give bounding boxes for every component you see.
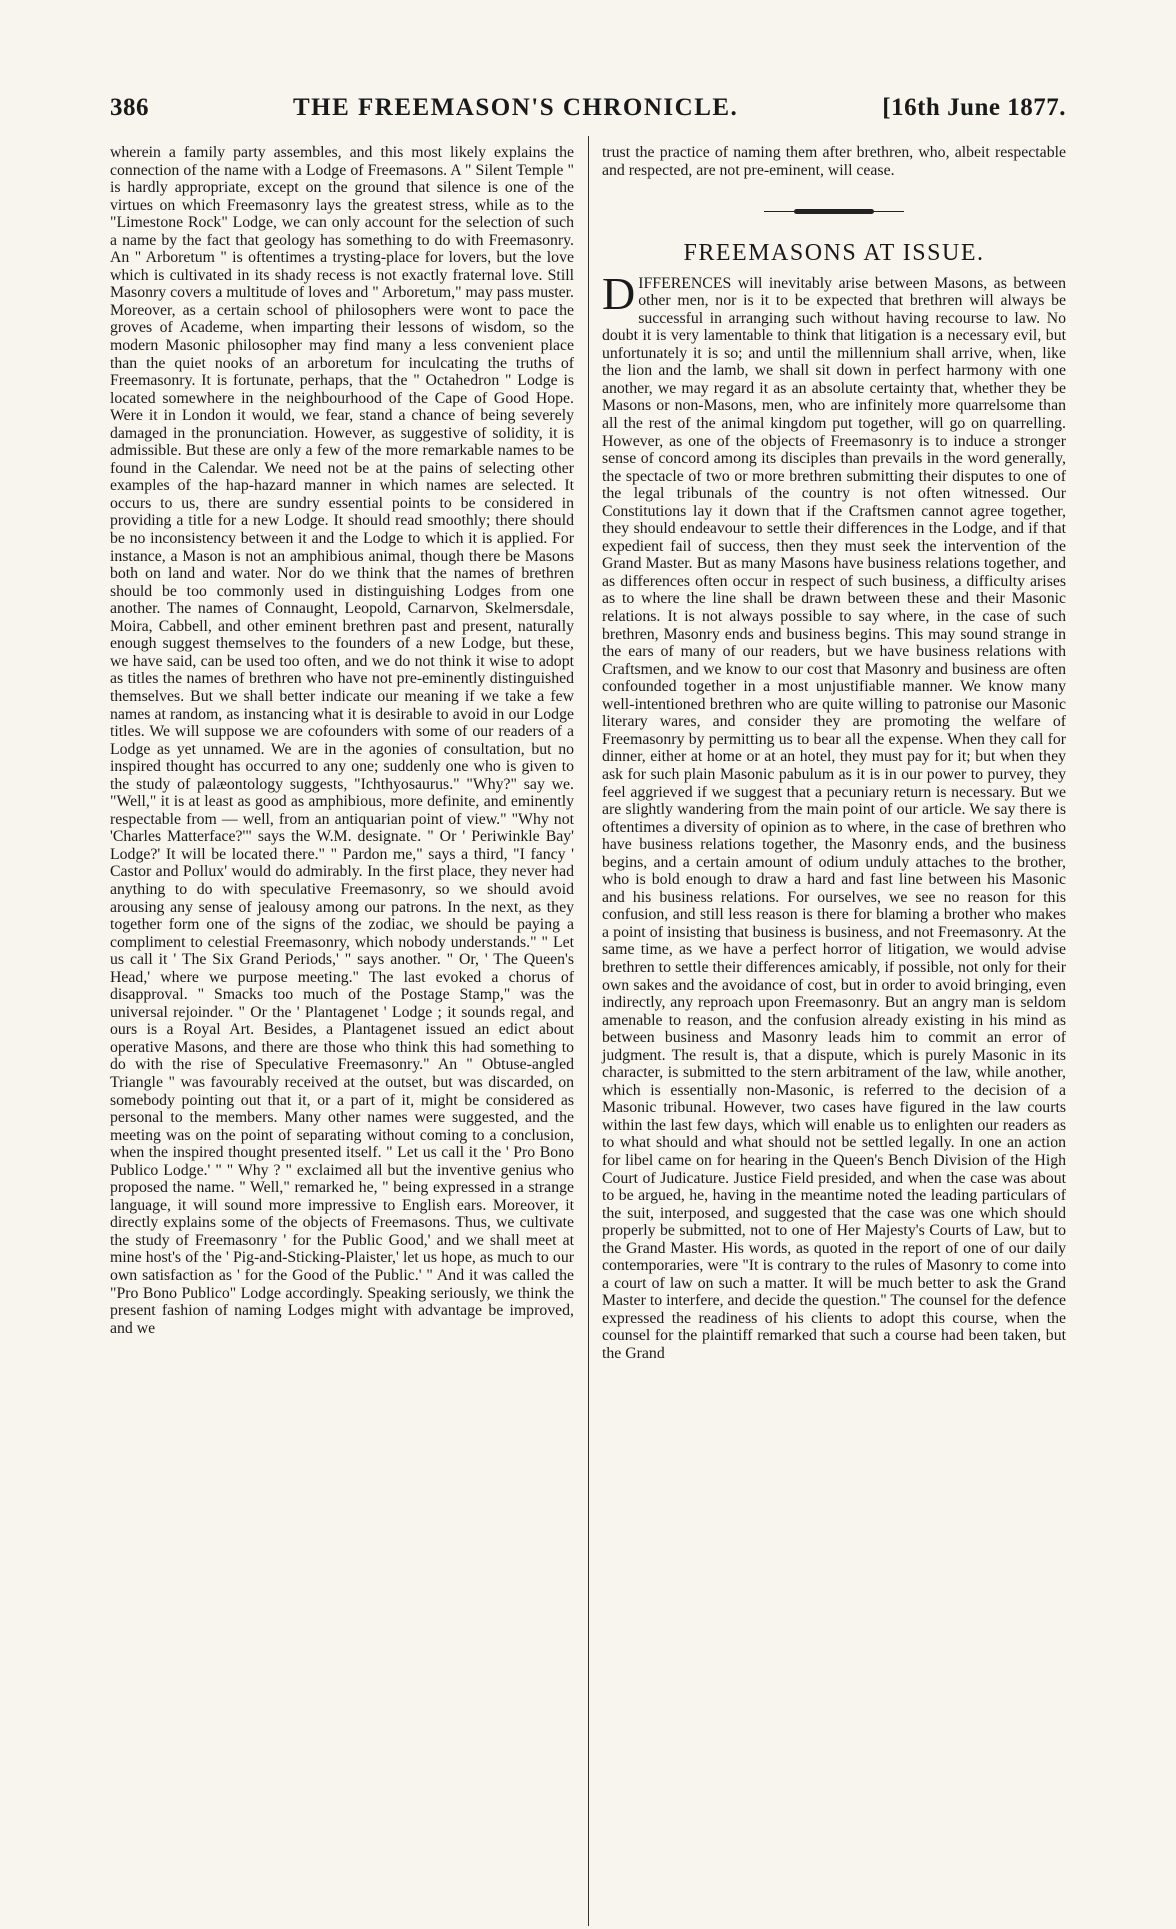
column-divider: [588, 136, 589, 1926]
page-header: [110, 82, 1066, 122]
continuation-text: trust the practice of naming them after brethren, who, albeit respectable and respected, are not pre-eminent, will cease.: [602, 144, 1066, 179]
right-column: [602, 144, 1066, 1363]
article-title: FREEMASONS AT ISSUE.: [683, 240, 985, 267]
columns: [110, 144, 1066, 1363]
page-number: 386: [110, 94, 149, 121]
left-column-text: wherein a family party assembles, and this most likely explains the connection of the name with a Lodge of Freemasons. A " Silent Temple " is hardly appropriate, except on the ground that silence is one of the virtues on which Freemasonry lays the greatest stress, while as to the "Limestone Rock" Lodge, we can only account for the selection of such a name by the fact that geology has something to do with Freemasonry. An " Arboretum " is oftentimes a trysting-place for lovers, but the love which is cultivated in its shady recess is not exactly fraternal love. Still Masonry covers a multitude of loves and " Arboretum," may pass muster. Moreover, as a certain school of philosophers were wont to pace the groves of Academe, when imparting their lessons of wisdom, so the modern Masonic philosopher may find many a less convenient place than the quiet nooks of an arboretum for inculcating the truths of Freemasonry. It is fortunate, perhaps, that the " Octahedron " Lodge is located somewhere in the neighbourhood of the Cape of Good Hope. Were it in London it would, we fear, stand a chance of being severely damaged in the pronunciation. However, as suggestive of solidity, it is admissible. But these are only a few of the more remarkable names to be found in the Calendar. We need not be at the pains of selecting other examples of the hap-hazard manner in which names are selected. It occurs to us, there are sundry essential points to be considered in providing a title for a new Lodge. It should read smoothly; there should be no inconsistency between it and the Lodge to which it is applied. For instance, a Mason is not an amphibious animal, though there be Masons both on land and water. Nor do we think that the names of brethren should be too commonly used in distinguishing Lodges from one another. The names of Connaught, Leopold, Carnarvon, Skelmersdale, Moira, Cabbell, and other eminent brethren past and present, naturally enough suggest themselves to the founders of a new Lodge, but these, we have said, can be used too often, and we do not think it wise to adopt as titles the names of brethren who have not pre-eminently distinguished themselves. But we shall better indicate our meaning if we take a few names at random, as instancing what it is desirable to avoid in our Lodge titles. We will suppose we are cofounders with some of our readers of a Lodge as yet unnamed. We are in the agonies of consultation, but no inspired thought has occurred to any one; suddenly one who is given to the study of palæontology suggests, "Ichthyosaurus." "Why?" say we. "Well," it is at least as good as amphibious, more definite, and eminently respectable from — well, from an antiquarian point of view." "Why not 'Charles Matterface?'" says the W.M. designate. " Or ' Periwinkle Bay' Lodge?' It will be located there." " Pardon me," says a third, "I fancy ' Castor and Pollux' would do admirably. In the first place, they never had anything to do with speculative Freemasonry, so we should avoid arousing any sense of jealousy among our patrons. In the next, as they together form one of the signs of the zodiac, we should be paying a compliment to celestial Freemasonry, which nobody understands." " Let us call it ' The Six Grand Periods,' " says another. " Or, ' The Queen's Head,' where we purpose meeting." The last evoked a chorus of disapproval. " Smacks too much of the Postage Stamp," was the universal rejoinder. " Or the ' Plantagenet ' Lodge ; it sounds regal, and ours is a Royal Art. Besides, a Plantagenet issued an edict about operative Masons, and there are those who think this had something to do with the rise of Speculative Freemasonry." An " Obtuse-angled Triangle " was favourably received at the outset, but was discarded, on somebody pointing out that it, or a part of it, might be considered as personal to the members. Many other names were suggested, and the meeting was on the point of separating without coming to a conclusion, when the inspired thought presented itself. " Let us call it the ' Pro Bono Publico Lodge.' " " Why ? " exclaimed all but the inventive genius who proposed the name. " Well," remarked he, " being expressed in a strange language, it will sound more impressive to English ears. Moreover, it directly explains some of the objects of Freemasons. Thus, we cultivate the study of Freemasonry ' for the Public Good,' and we shall meet at mine host's of the ' Pig-and-Sticking-Plaister,' let us hope, as much to our own satisfaction as ' for the Good of the Public.' " And it was called the "Pro Bono Publico" Lodge accordingly. Speaking seriously, we think the present fashion of naming Lodges might with advantage be improved, and we: [110, 144, 574, 1337]
ornamental-rule: [764, 209, 904, 215]
left-column: [110, 144, 574, 1363]
article-body: DIFFERENCES will inevitably arise between Masons, as between other men, nor is it to be expected that brethren will always be successful in arranging such without having recourse to law. No doubt it is very lamentable to think that litigation is a necessary evil, but unfortunately it is so; and until the millennium shall arrive, when, like the lion and the lamb, we shall sit down in perfect harmony with one another, we may regard it as an absolute certainty that, whether they be Masons or non-Masons, men, who are infinitely more quarrelsome than all the rest of the animal kingdom put together, will go on quarrelling. However, as one of the objects of Freemasonry is to induce a stronger sense of concord among its disciples than prevails in the word generally, the spectacle of two or more brethren submitting their disputes to one of the legal tribunals of the country is not often witnessed. Our Constitutions lay it down that if the Craftsmen cannot agree together, they should endeavour to settle their differences in the Lodge, and if that expedient fail of success, then they must seek the intervention of the Grand Master. But as many Masons have business relations together, and as differences often occur in respect of such business, a difficulty arises as to where the line shall be drawn between these and their Masonic relations. It is not always possible to say where, in the case of such brethren, Masonry ends and business begins. This may sound strange in the ears of many of our readers, but we have business relations with Craftsmen, and we know to our cost that Masonry and business are often confounded together in a most unjustifiable manner. We know many well-intentioned brethren who are quite willing to patronise our Masonic literary wares, and consider they are promoting the welfare of Freemasonry by permitting us to bear all the expense. When they call for dinner, either at home or at an hotel, they must pay for it; but when they ask for such plain Masonic pabulum as it is in our power to purvey, they feel aggrieved if we suggest that a pecuniary return is necessary. But we are slightly wandering from the main point of our article. We say there is oftentimes a diversity of opinion as to where, in the case of brethren who have business relations together, the Masonry ends, and the business begins, and a certain amount of odium unduly attaches to the brother, who is bold enough to draw a hard and fast line between his Masonic and his business relations. For ourselves, we see no reason for this confusion, and still less reason is there for blaming a brother who makes a point of insisting that business is business, and not Freemasonry. At the same time, as we have a perfect horror of litigation, we would advise brethren to settle their differences amicably, if possible, not only for their own sakes and the avoidance of cost, but in order to avoid bringing, even indirectly, any reproach upon Freemasonry. But an angry man is seldom amenable to reason, and the confusion already existing in his mind as between business and Masonry leads him to commit an error of judgment. The result is, that a dispute, which is purely Masonic in its character, is submitted to the stern arbitrament of the law, while another, which is essentially non-Masonic, is referred to the decision of a Masonic tribunal. However, two cases have figured in the law courts within the last few days, which will enable us to enlighten our readers as to what should and what should not be settled legally. In one an action for libel came on for hearing in the Queen's Bench Division of the High Court of Judicature. Justice Field presided, and when the case was about to be argued, he, having in the meantime noted the leading particulars of the suit, interposed, and suggested that the case was one which should properly be submitted, not to one of Her Majesty's Courts of Law, but to the Grand Master. His words, as quoted in the report of one of our daily contemporaries, were "It is contrary to the rules of Masonry to come into a court of law on such a matter. It will be much better to ask the Grand Master to interfere, and decide the question." The counsel for the defence expressed the readiness of his clients to adopt this course, when the counsel for the plaintiff remarked that such a course had been taken, but the Grand: [602, 267, 1066, 1362]
masthead: THE FREEMASON'S CHRONICLE.: [292, 94, 739, 121]
issue-date: [16th June 1877.: [882, 94, 1066, 121]
